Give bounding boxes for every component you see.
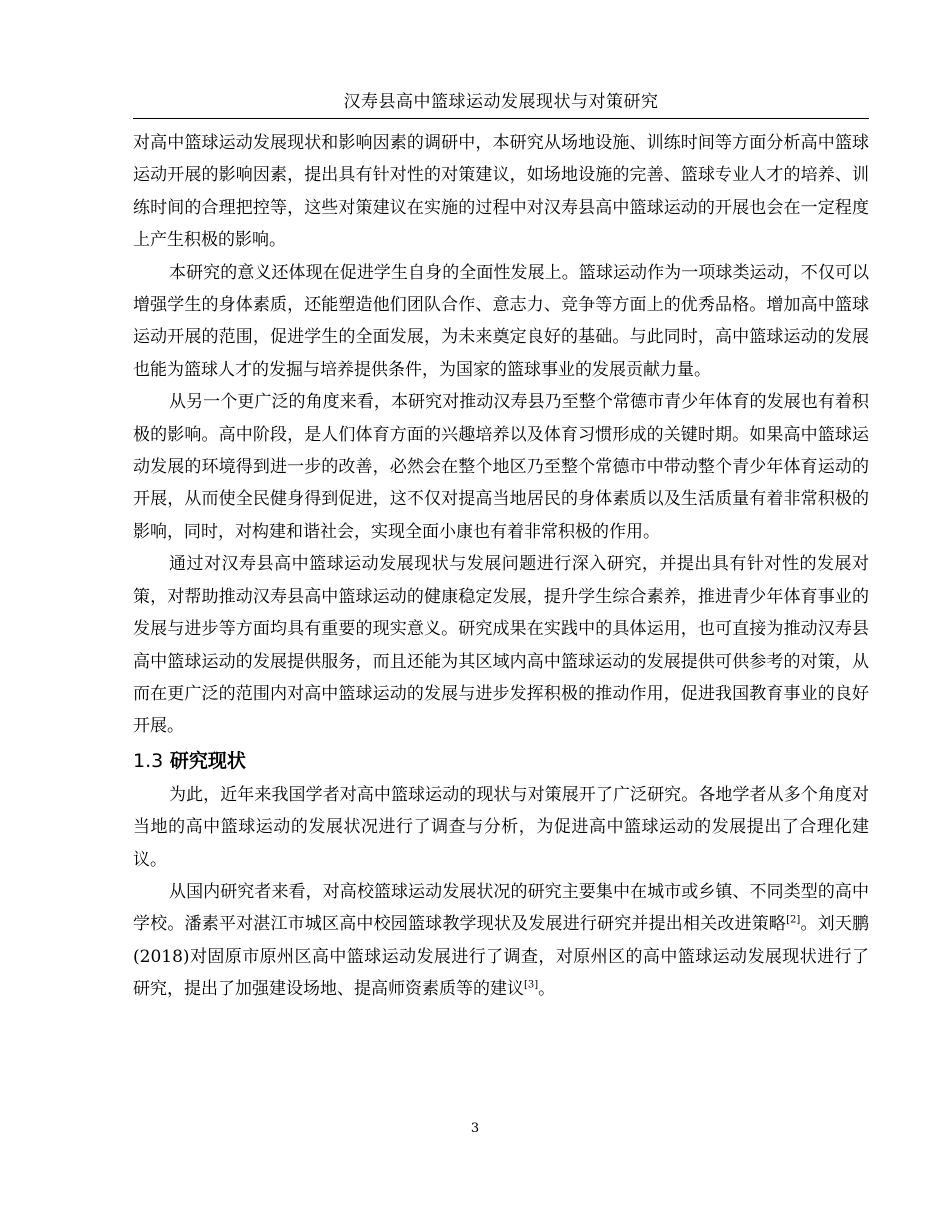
paragraph-text: 从国内研究者来看，对高校篮球运动发展状况的研究主要集中在城市或乡镇、不同类型的高中学校。潘素平对湛江市城区高中校园篮球教学现状及发展进行研究并提出相关改进策略 [133,881,869,935]
running-header [133,88,869,119]
body-text [133,127,869,1006]
paragraph-text: 。 [538,979,556,1000]
paragraph: 通过对汉寿县高中篮球运动发展现状与发展问题进行深入研究，并提出具有针对性的发展对策，对帮助推动汉寿县高中篮球运动的健康稳定发展，提升学生综合素养，推进青少年体育事业的发展与进步等方面均具有重要的现实意义。研究成果在实践中的具体运用，也可直接为推动汉寿县高中篮球运动的发展提供服务，而且还能为其区域内高中篮球运动的发展提供可供参考的对策，从而在更广泛的范围内对高中篮球运动的发展与进步发挥积极的推动作用，促进我国教育事业的良好开展。 [133,554,869,737]
paragraph: 本研究的意义还体现在促进学生自身的全面性发展上。篮球运动作为一项球类运动，不仅可以增强学生的身体素质，还能塑造他们团队合作、意志力、竞争等方面上的优秀品格。增加高中篮球运动开展的范围，促进学生的全面发展，为未来奠定良好的基础。与此同时，高中篮球运动的发展也能为篮球人才的发掘与培养提供条件，为国家的篮球事业的发展贡献力量。 [133,262,869,380]
citation-ref: [2] [786,914,801,926]
paragraph [133,876,869,1006]
paragraph: 为此，近年来我国学者对高中篮球运动的现状与对策展开了广泛研究。各地学者从多个角度对当地的高中篮球运动的发展状况进行了调查与分析，为促进高中篮球运动的发展提出了合理化建议。 [133,784,869,870]
paragraph-text: 。刘天鹏(2018)对固原市原州区高中篮球运动发展进行了调查，对原州区的高中篮球运动发展现状进行了研究，提出了加强建设场地、提高师资素质等的建议 [133,914,870,1000]
paragraph: 对高中篮球运动发展现状和影响因素的调研中，本研究从场地设施、训练时间等方面分析高中篮球运动开展的影响因素，提出具有针对性的对策建议，如场地设施的完善、篮球专业人才的培养、训练时间的合理把控等，这些对策建议在实施的过程中对汉寿县高中篮球运动的开展也会在一定程度上产生积极的影响。 [133,133,869,251]
section-title: 研究现状 [169,749,246,772]
section-number: 1.3 [133,749,164,772]
page-number: 3 [470,1121,480,1136]
running-header-title: 汉寿县高中篮球运动发展现状与对策研究 [343,92,659,112]
section-heading [133,743,869,779]
citation-ref: [3] [524,979,539,991]
paragraph: 从另一个更广泛的角度来看，本研究对推动汉寿县乃至整个常德市青少年体育的发展也有着积极的影响。高中阶段，是人们体育方面的兴趣培养以及体育习惯形成的关键时期。如果高中篮球运动发展的环境得到进一步的改善，必然会在整个地区乃至整个常德市中带动整个青少年体育运动的开展，从而使全民健身得到促进，这不仅对提高当地居民的身体素质以及生活质量有着非常积极的影响，同时，对构建和谐社会，实现全面小康也有着非常积极的作用。 [133,392,869,542]
